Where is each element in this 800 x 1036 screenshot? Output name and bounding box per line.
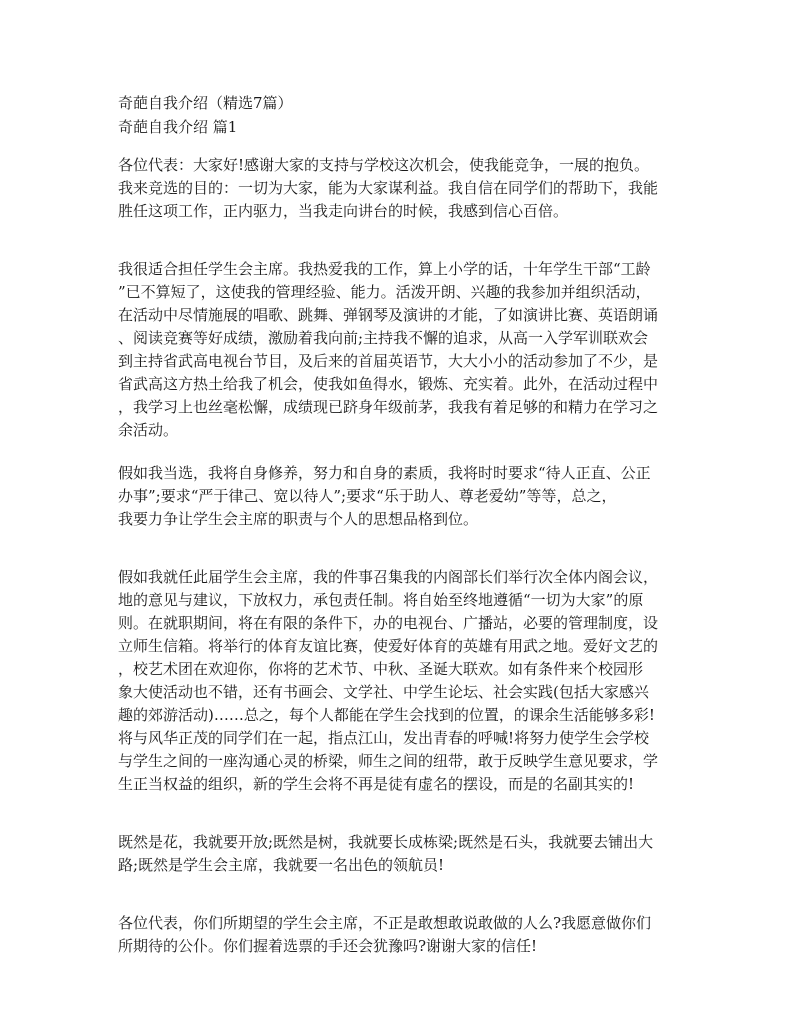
paragraph-line: 则。在就职期间，将在有限的条件下，办的电视台、广播站，必要的管理制度，设 bbox=[118, 614, 659, 632]
paragraph-line: 将与风华正茂的同学们在一起，指点江山，发出青春的呼喊!将努力使学生会学校 bbox=[118, 729, 650, 747]
paragraph-line: ”已不算短了，这使我的管理经验、能力。活泼开朗、兴趣的我参加并组织活动， bbox=[118, 283, 651, 301]
document-subtitle: 奇葩自我介绍 篇1 bbox=[118, 118, 238, 136]
paragraph-line: 假如我就任此届学生会主席，我的件事召集我的内阁部长们举行次全体内阁会议， bbox=[118, 568, 659, 586]
paragraph-line: 既然是花，我就要开放;既然是树，我就要长成栋梁;既然是石头，我就要去铺出大 bbox=[118, 833, 654, 851]
paragraph-line: 趣的郊游活动)……总之，每个人都能在学生会找到的位置，的课余生活能够多彩! bbox=[118, 706, 655, 724]
paragraph-line: 生正当权益的组织，新的学生会将不再是徒有虚名的摆设，而是的名副其实的! bbox=[118, 775, 635, 793]
paragraph-line: 办事”;要求“严于律己、宽以待人”;要求“乐于助人、尊老爱幼”等等，总之， bbox=[118, 487, 617, 505]
paragraph-line: 假如我当选，我将自身修养，努力和自身的素质，我将时时要求“待人正直、公正 bbox=[118, 464, 651, 482]
paragraph-line: 胜任这项工作，正内驱力，当我走向讲台的时候，我感到信心百倍。 bbox=[118, 202, 569, 220]
paragraph-line: 各位代表，你们所期望的学生会主席，不正是敢想敢说敢做的人么?我愿意做你们 bbox=[118, 914, 652, 932]
paragraph-line: 到主持省武高电视台节目，及后来的首届英语节，大大小小的活动参加了不少，是 bbox=[118, 352, 659, 370]
paragraph-line: 我来竞选的目的：一切为大家，能为大家谋利益。我自信在同学们的帮助下，我能 bbox=[118, 179, 659, 197]
paragraph-line: 与学生之间的一座沟通心灵的桥梁，师生之间的纽带，敢于反映学生意见要求，学 bbox=[118, 752, 659, 770]
paragraph-line: 所期待的公仆。你们握着选票的手还会犹豫吗?谢谢大家的信任! bbox=[118, 937, 538, 955]
paragraph-line: 、阅读竞赛等好成绩，激励着我向前;主持我不懈的追求，从高一入学军训联欢会 bbox=[118, 329, 649, 347]
paragraph-line: 象大使活动也不错，还有书画会、文学社、中学生论坛、社会实践(包括大家感兴 bbox=[118, 683, 649, 701]
paragraph-line: 各位代表：大家好!感谢大家的支持与学校这次机会，使我能竞争，一展的抱负。 bbox=[118, 156, 650, 174]
paragraph-line: 在活动中尽情施展的唱歌、跳舞、弹钢琴及演讲的才能，了如演讲比赛、英语朗诵 bbox=[118, 306, 659, 324]
paragraph-line: ，校艺术团在欢迎你，你将的艺术节、中秋、圣诞大联欢。如有条件来个校园形 bbox=[118, 660, 644, 678]
paragraph-line: 路;既然是学生会主席，我就要一名出色的领航员! bbox=[118, 856, 445, 874]
paragraph-line: 地的意见与建议，下放权力，承包责任制。将自始至终地遵循“一切为大家”的原 bbox=[118, 591, 644, 609]
paragraph-line: 省武高这方热土给我了机会，使我如鱼得水，锻炼、充实着。此外，在活动过程中 bbox=[118, 375, 659, 393]
paragraph-line: 余活动。 bbox=[118, 421, 179, 439]
document-title: 奇葩自我介绍（精选7篇） bbox=[118, 94, 293, 112]
paragraph-line: 我要力争让学生会主席的职责与个人的思想品格到位。 bbox=[118, 510, 479, 528]
paragraph-line: 立师生信箱。将举行的体育友谊比赛，使爱好体育的英雄有用武之地。爱好文艺的 bbox=[118, 637, 659, 655]
paragraph-line: 我很适合担任学生会主席。我热爱我的工作，算上小学的话，十年学生干部“工龄 bbox=[118, 260, 651, 278]
paragraph-line: ，我学习上也丝毫松懈，成绩现已跻身年级前茅，我我有着足够的和精力在学习之 bbox=[118, 398, 659, 416]
